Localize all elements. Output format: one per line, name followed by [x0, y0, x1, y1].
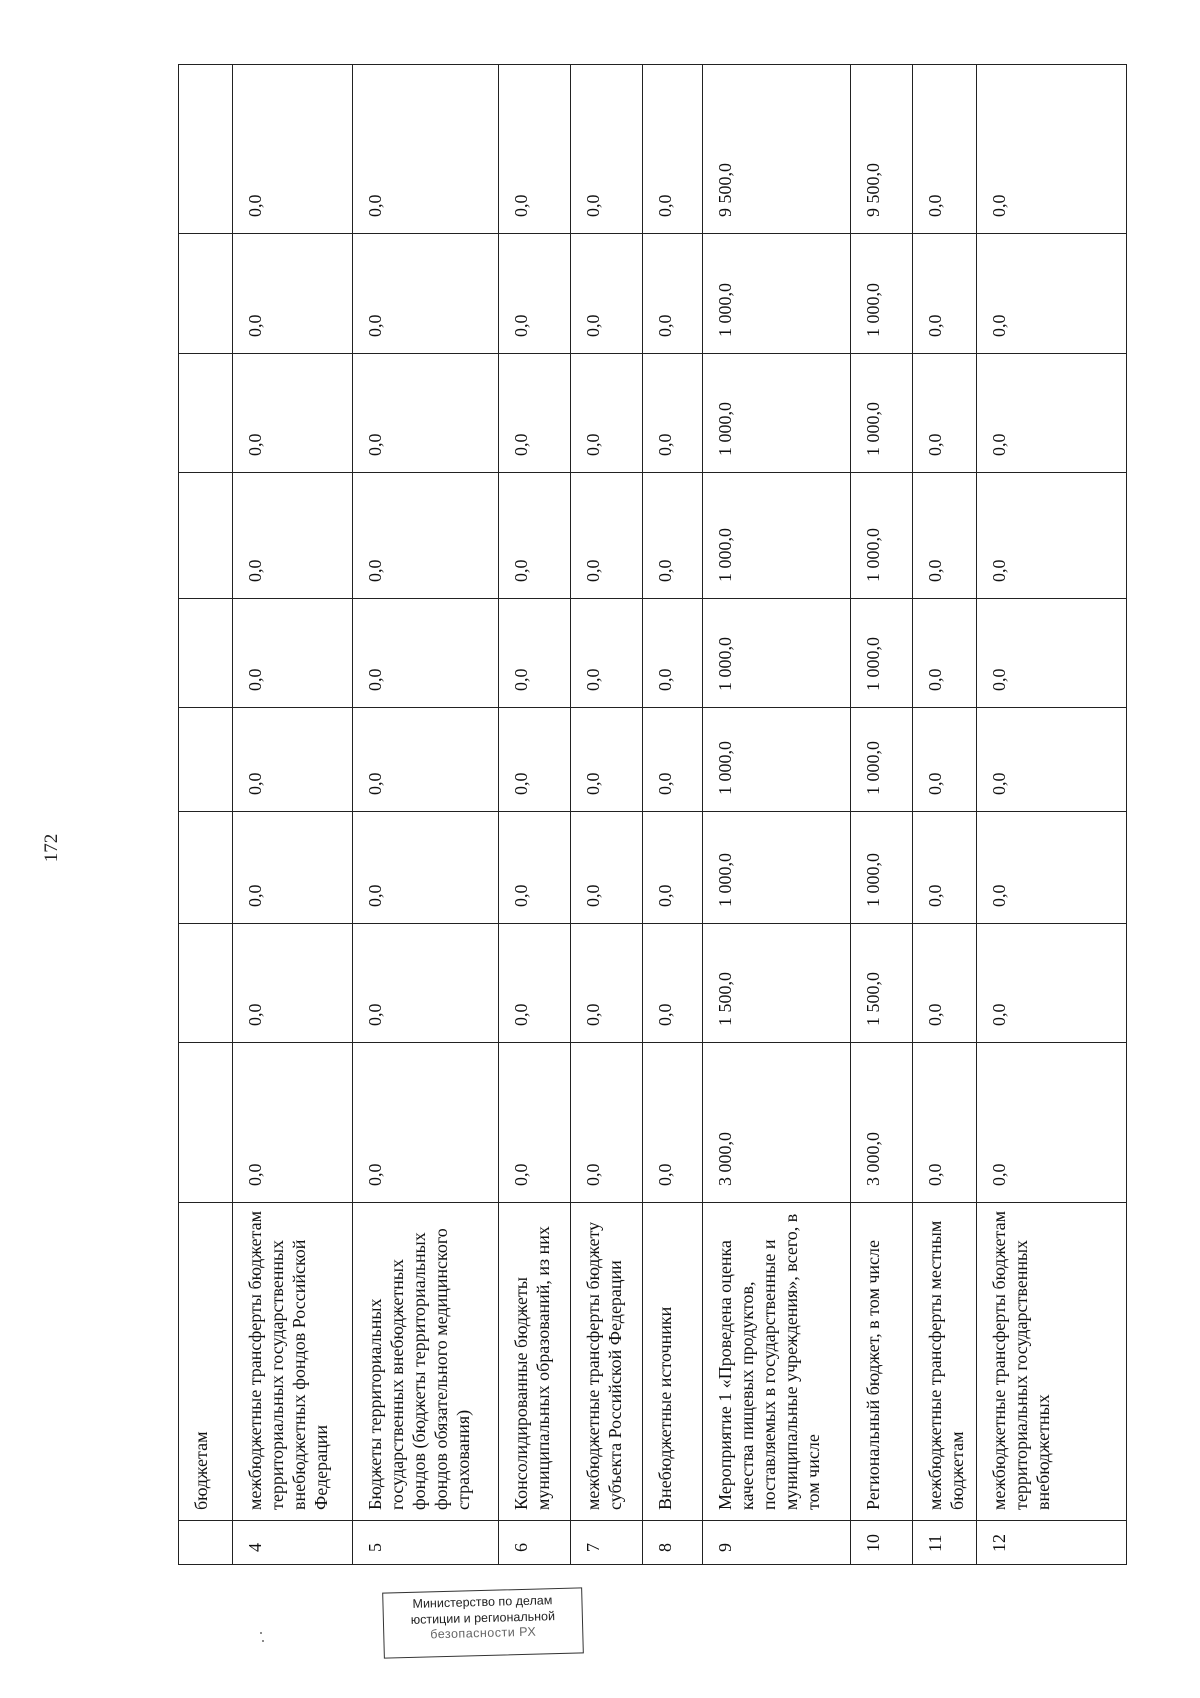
page-number: 172: [41, 833, 62, 863]
row-label-cell: Мероприятие 1 «Проведена оценка качества пищевых продуктов, поставляемых в государственные и муниципальные учреждения», всего, в том числе: [703, 1203, 851, 1521]
value-cell: 0,0: [571, 354, 643, 473]
value-cell: 0,0: [571, 924, 643, 1043]
row-number-cell: 9: [703, 1521, 851, 1565]
value-cell: 0,0: [233, 473, 353, 599]
value-cell: 0,0: [643, 473, 703, 599]
value-cell: 0,0: [913, 354, 977, 473]
value-cell: 0,0: [977, 812, 1127, 924]
budget-table: [178, 64, 1127, 1565]
value-cell: 0,0: [353, 599, 499, 708]
value-cell: [179, 708, 233, 812]
value-cell: 1 000,0: [851, 708, 913, 812]
scan-speck: [260, 1632, 262, 1634]
scan-speck: [262, 1640, 264, 1642]
value-cell: 0,0: [571, 473, 643, 599]
ministry-stamp: [382, 1587, 584, 1658]
value-cell: 0,0: [913, 599, 977, 708]
value-cell: [179, 599, 233, 708]
row-number-cell: 4: [233, 1521, 353, 1565]
table-body: [179, 65, 1127, 1565]
value-cell: 0,0: [977, 599, 1127, 708]
row-number-cell: 7: [571, 1521, 643, 1565]
row-label-cell: межбюджетные трансферты местным бюджетам: [913, 1203, 977, 1521]
table-row: [851, 65, 913, 1565]
value-cell: 9 500,0: [703, 65, 851, 234]
value-cell: 0,0: [233, 234, 353, 354]
table-row: [643, 65, 703, 1565]
table-row: [353, 65, 499, 1565]
value-cell: [179, 473, 233, 599]
table-row: [499, 65, 571, 1565]
value-cell: 0,0: [643, 812, 703, 924]
value-cell: 0,0: [913, 812, 977, 924]
value-cell: [179, 1043, 233, 1203]
value-cell: 0,0: [643, 234, 703, 354]
value-cell: 0,0: [499, 65, 571, 234]
value-cell: 0,0: [499, 354, 571, 473]
value-cell: 0,0: [977, 708, 1127, 812]
value-cell: 0,0: [233, 354, 353, 473]
value-cell: 0,0: [499, 473, 571, 599]
value-cell: 0,0: [643, 1043, 703, 1203]
value-cell: 0,0: [353, 65, 499, 234]
value-cell: 0,0: [233, 924, 353, 1043]
value-cell: 0,0: [643, 354, 703, 473]
value-cell: 3 000,0: [851, 1043, 913, 1203]
row-label-cell: межбюджетные трансферты бюджетам территориальных государственных внебюджетных фондов Российской Федерации: [233, 1203, 353, 1521]
value-cell: 0,0: [913, 1043, 977, 1203]
value-cell: 0,0: [913, 234, 977, 354]
value-cell: 0,0: [571, 812, 643, 924]
value-cell: 3 000,0: [703, 1043, 851, 1203]
value-cell: 0,0: [643, 65, 703, 234]
value-cell: 0,0: [977, 473, 1127, 599]
stamp-line-3: безопасности РХ: [430, 1624, 537, 1642]
value-cell: 0,0: [353, 473, 499, 599]
value-cell: 1 000,0: [851, 599, 913, 708]
row-number-cell: [179, 1521, 233, 1565]
value-cell: 0,0: [499, 234, 571, 354]
value-cell: 1 000,0: [703, 354, 851, 473]
row-number-cell: 5: [353, 1521, 499, 1565]
value-cell: [179, 812, 233, 924]
value-cell: 0,0: [353, 812, 499, 924]
value-cell: 0,0: [233, 65, 353, 234]
value-cell: [179, 354, 233, 473]
value-cell: 1 500,0: [851, 924, 913, 1043]
value-cell: 0,0: [353, 1043, 499, 1203]
value-cell: 1 000,0: [851, 354, 913, 473]
rotated-table-container: [178, 65, 1126, 1565]
value-cell: 0,0: [353, 924, 499, 1043]
row-label-cell: межбюджетные трансферты бюджету субъекта Российской Федерации: [571, 1203, 643, 1521]
value-cell: [179, 924, 233, 1043]
value-cell: 0,0: [499, 924, 571, 1043]
value-cell: 0,0: [353, 708, 499, 812]
value-cell: 0,0: [977, 1043, 1127, 1203]
value-cell: 9 500,0: [851, 65, 913, 234]
value-cell: 0,0: [643, 924, 703, 1043]
value-cell: 0,0: [977, 354, 1127, 473]
value-cell: 1 000,0: [851, 234, 913, 354]
value-cell: 0,0: [643, 599, 703, 708]
value-cell: 0,0: [499, 599, 571, 708]
value-cell: 0,0: [913, 473, 977, 599]
value-cell: 0,0: [913, 65, 977, 234]
value-cell: 0,0: [233, 812, 353, 924]
value-cell: 1 000,0: [703, 599, 851, 708]
row-number-cell: 11: [913, 1521, 977, 1565]
row-label-cell: межбюджетные трансферты бюджетам территориальных государственных внебюджетных: [977, 1203, 1127, 1521]
table-row: [977, 65, 1127, 1565]
value-cell: 0,0: [977, 234, 1127, 354]
value-cell: 0,0: [499, 812, 571, 924]
row-number-cell: 6: [499, 1521, 571, 1565]
value-cell: 0,0: [233, 708, 353, 812]
row-label-cell: Консолидированные бюджеты муниципальных образований, из них: [499, 1203, 571, 1521]
value-cell: 0,0: [571, 599, 643, 708]
value-cell: 0,0: [977, 65, 1127, 234]
value-cell: 0,0: [571, 1043, 643, 1203]
row-number-cell: 10: [851, 1521, 913, 1565]
value-cell: [179, 234, 233, 354]
table-row: [571, 65, 643, 1565]
value-cell: 0,0: [353, 234, 499, 354]
value-cell: 1 000,0: [851, 812, 913, 924]
value-cell: 0,0: [233, 599, 353, 708]
value-cell: 1 000,0: [703, 473, 851, 599]
table-row: [179, 65, 233, 1565]
value-cell: 0,0: [233, 1043, 353, 1203]
value-cell: 0,0: [977, 924, 1127, 1043]
value-cell: 1 000,0: [851, 473, 913, 599]
row-number-cell: 8: [643, 1521, 703, 1565]
value-cell: 0,0: [643, 708, 703, 812]
row-label-cell: бюджетам: [179, 1203, 233, 1521]
row-number-cell: 12: [977, 1521, 1127, 1565]
stamp-line-2: юстиции и региональной: [410, 1608, 556, 1627]
table-row: [703, 65, 851, 1565]
row-label-cell: Внебюджетные источники: [643, 1203, 703, 1521]
row-label-cell: Бюджеты территориальных государственных внебюджетных фондов (бюджеты территориальных фондов обязательного медицинского страхования): [353, 1203, 499, 1521]
value-cell: 0,0: [571, 708, 643, 812]
value-cell: 0,0: [571, 234, 643, 354]
value-cell: 0,0: [499, 1043, 571, 1203]
value-cell: 1 500,0: [703, 924, 851, 1043]
table-row: [233, 65, 353, 1565]
value-cell: 1 000,0: [703, 234, 851, 354]
stamp-line-1: Министерство по делам: [412, 1593, 553, 1611]
table-row: [913, 65, 977, 1565]
value-cell: 1 000,0: [703, 708, 851, 812]
row-label-cell: Региональный бюджет, в том числе: [851, 1203, 913, 1521]
value-cell: 1 000,0: [703, 812, 851, 924]
value-cell: 0,0: [571, 65, 643, 234]
value-cell: 0,0: [353, 354, 499, 473]
value-cell: 0,0: [913, 708, 977, 812]
value-cell: [179, 65, 233, 234]
value-cell: 0,0: [913, 924, 977, 1043]
value-cell: 0,0: [499, 708, 571, 812]
